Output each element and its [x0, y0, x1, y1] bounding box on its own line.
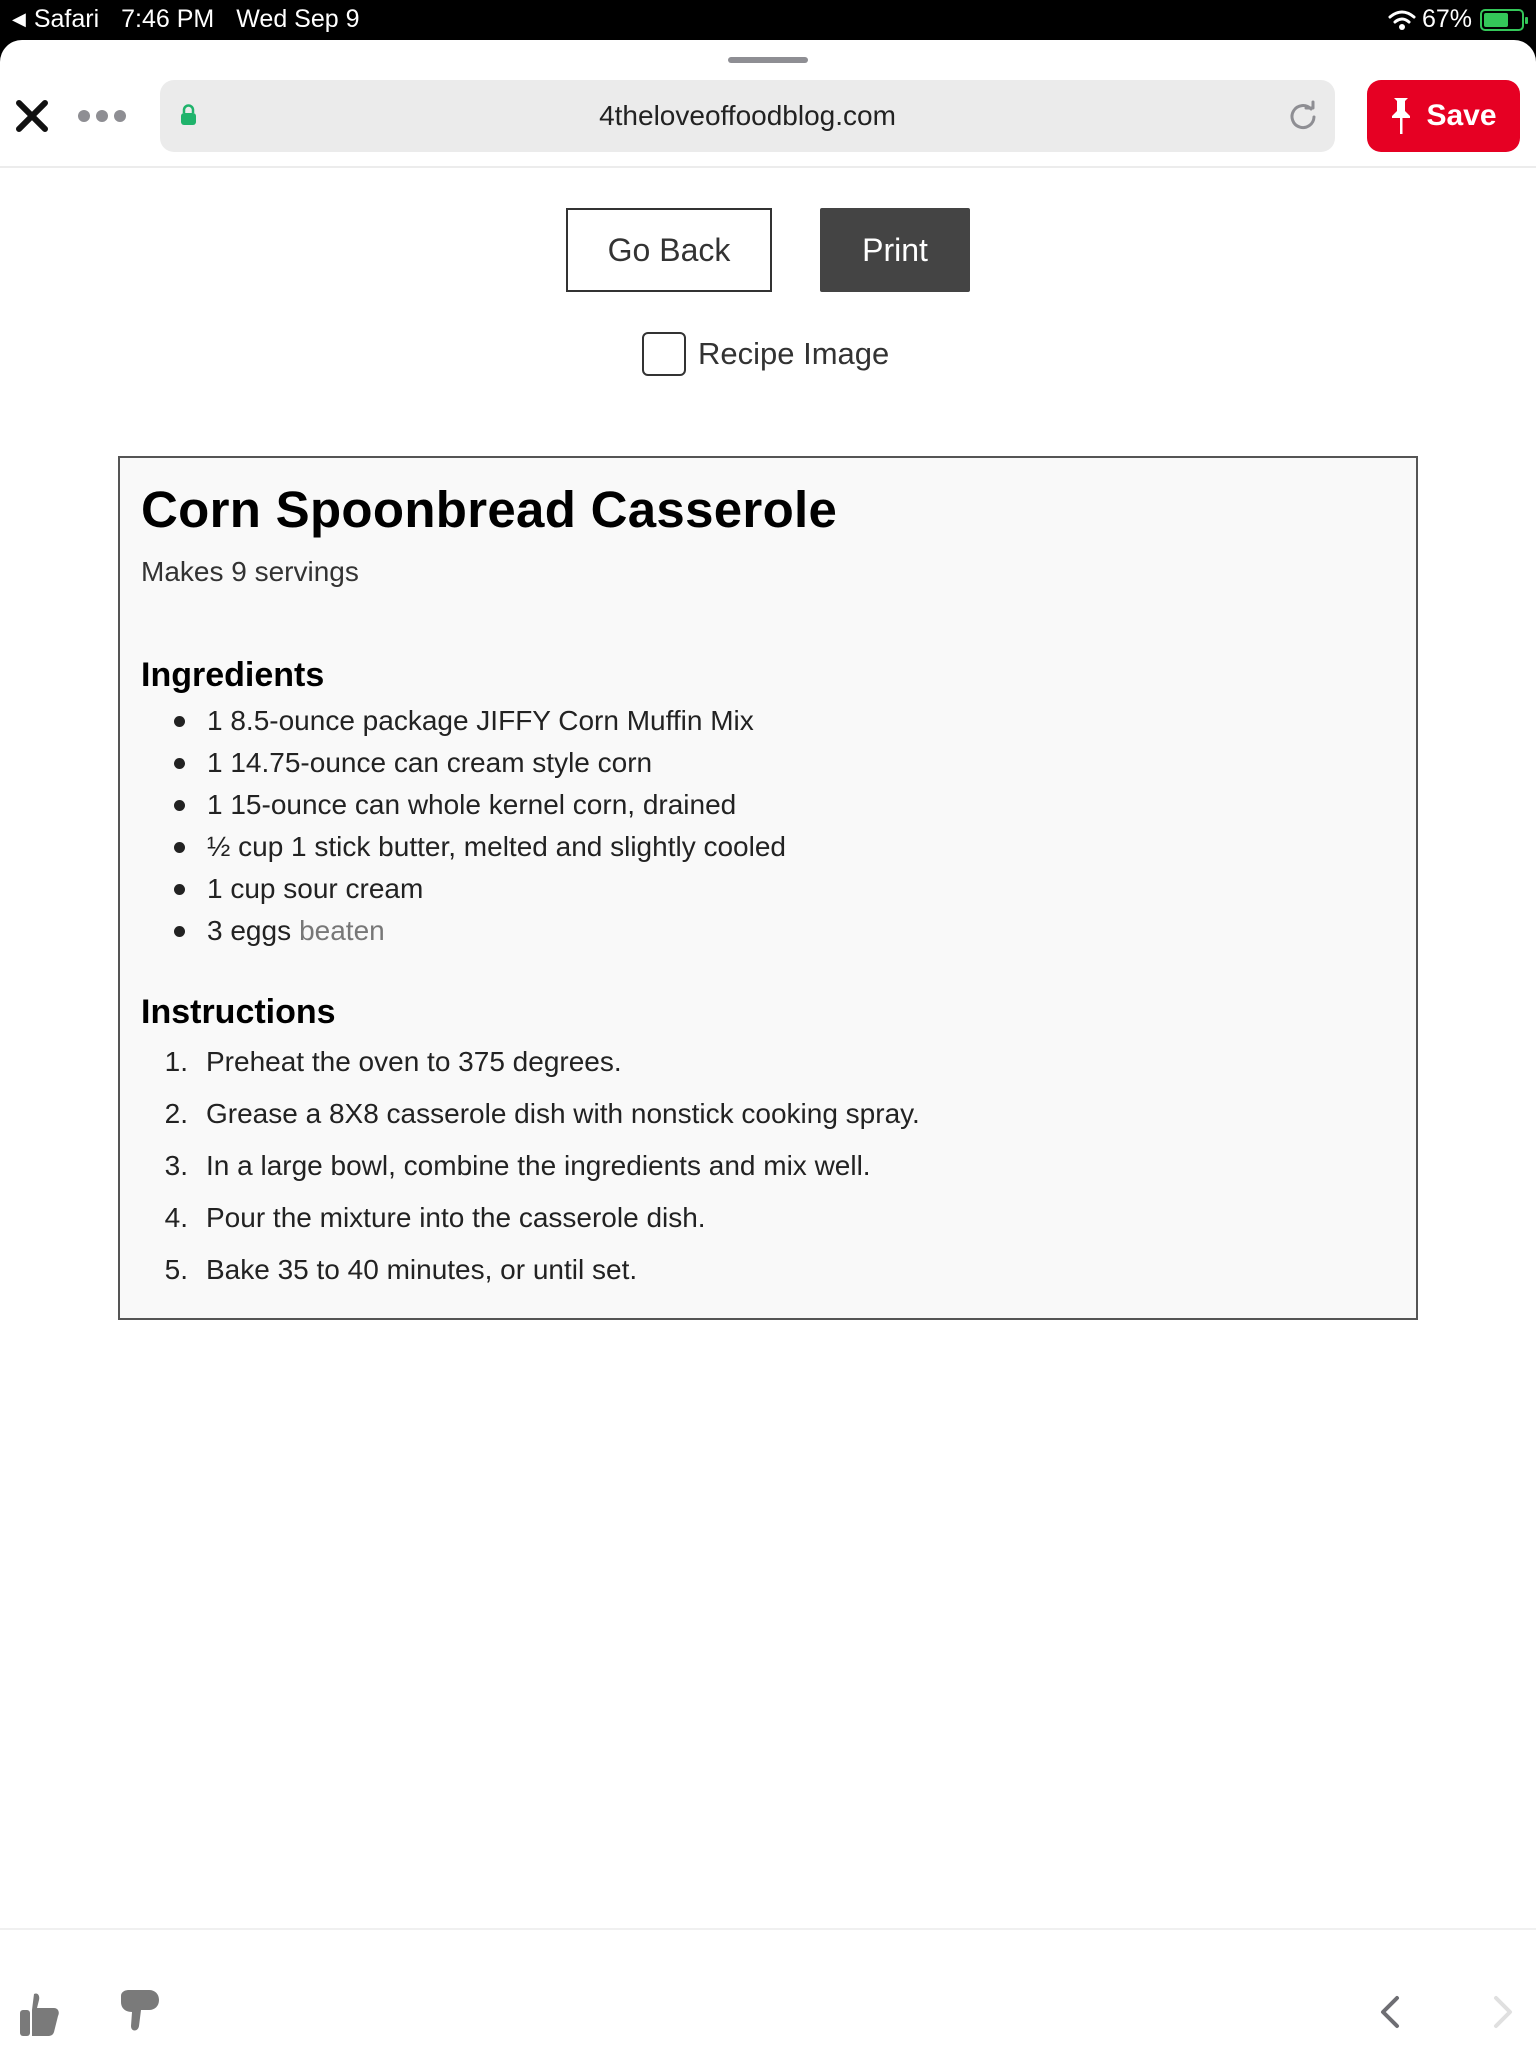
battery-icon: [1480, 9, 1524, 31]
status-time: 7:46 PM: [121, 5, 215, 33]
ingredient-text: 1 cup sour cream: [207, 873, 424, 904]
step-number: 1.: [164, 1046, 188, 1077]
ingredient-text: 1 15-ounce can whole kernel corn, drained: [207, 789, 737, 820]
bullet-icon: [174, 926, 185, 937]
chevron-right-icon[interactable]: [1488, 1992, 1518, 2032]
ingredient-text: ½ cup 1 stick butter, melted and slightly cooled: [207, 831, 786, 862]
address-bar[interactable]: [160, 80, 1335, 152]
thumbs-up-icon[interactable]: [18, 1990, 62, 2038]
status-date: Wed Sep 9: [236, 5, 360, 33]
more-dot-icon: [78, 110, 90, 122]
ingredient-item: [141, 910, 786, 952]
close-button[interactable]: [14, 98, 50, 134]
instruction-step: [141, 1192, 920, 1244]
instruction-step: [141, 1244, 920, 1296]
back-to-app-icon[interactable]: ◀: [12, 9, 26, 29]
step-number: 2.: [164, 1098, 188, 1129]
bullet-icon: [174, 800, 185, 811]
url-text: 4theloveoffoodblog.com: [599, 100, 896, 131]
recipe-image-checkbox[interactable]: [642, 332, 686, 376]
ingredients-heading: Ingredients: [141, 656, 325, 694]
save-label: Save: [1426, 99, 1497, 132]
step-text: Pour the mixture into the casserole dish.: [206, 1202, 706, 1233]
recipe-card: [118, 456, 1418, 1320]
step-number: 5.: [164, 1254, 188, 1285]
bullet-icon: [174, 842, 185, 853]
step-text: Grease a 8X8 casserole dish with nonstick cooking spray.: [206, 1098, 920, 1129]
browser-toolbar: [0, 40, 1536, 168]
go-back-button[interactable]: Go Back: [566, 208, 772, 292]
instructions-heading: Instructions: [141, 993, 336, 1031]
instruction-step: [141, 1036, 920, 1088]
reload-icon[interactable]: [1287, 100, 1319, 132]
ingredients-list: [141, 700, 786, 952]
battery-percent: 67%: [1421, 5, 1472, 33]
ingredient-item: [141, 826, 786, 868]
chevron-left-icon[interactable]: [1375, 1992, 1405, 2032]
status-bar: [0, 0, 1536, 40]
recipe-image-label[interactable]: Recipe Image: [698, 336, 890, 371]
bullet-icon: [174, 758, 185, 769]
more-dot-icon: [96, 110, 108, 122]
bottom-bar: [0, 1928, 1536, 2048]
action-buttons: [0, 208, 1536, 292]
ingredient-item: [141, 742, 786, 784]
back-app-label[interactable]: Safari: [33, 5, 100, 33]
ingredient-item: [141, 700, 786, 742]
thumbs-down-icon[interactable]: [117, 1988, 161, 2036]
more-options-button[interactable]: [78, 110, 126, 122]
step-text: Bake 35 to 40 minutes, or until set.: [206, 1254, 638, 1285]
recipe-servings: Makes 9 servings: [141, 556, 359, 587]
recipe-title: Corn Spoonbread Casserole: [141, 481, 838, 538]
browser-sheet: [0, 40, 1536, 2048]
more-dot-icon: [114, 110, 126, 122]
wifi-icon: [1388, 9, 1416, 31]
instruction-step: [141, 1088, 920, 1140]
save-button[interactable]: [1367, 80, 1520, 152]
bullet-icon: [174, 884, 185, 895]
recipe-image-option[interactable]: [642, 332, 889, 376]
bullet-icon: [174, 716, 185, 727]
instructions-list: [141, 1036, 920, 1296]
close-icon: [14, 98, 50, 134]
ingredient-text: 1 8.5-ounce package JIFFY Corn Muffin Mix: [207, 705, 754, 736]
instruction-step: [141, 1140, 920, 1192]
ingredient-item: [141, 868, 786, 910]
step-number: 3.: [164, 1150, 188, 1181]
step-number: 4.: [164, 1202, 188, 1233]
step-text: In a large bowl, combine the ingredients and mix well.: [206, 1150, 871, 1181]
step-text: Preheat the oven to 375 degrees.: [206, 1046, 622, 1077]
ingredient-text: 3 eggs: [207, 915, 292, 946]
print-button[interactable]: Print: [820, 208, 970, 292]
pin-icon: [1390, 96, 1412, 136]
ingredient-text: 1 14.75-ounce can cream style corn: [207, 747, 653, 778]
ingredient-item: [141, 784, 786, 826]
ingredient-note: beaten: [299, 915, 385, 946]
